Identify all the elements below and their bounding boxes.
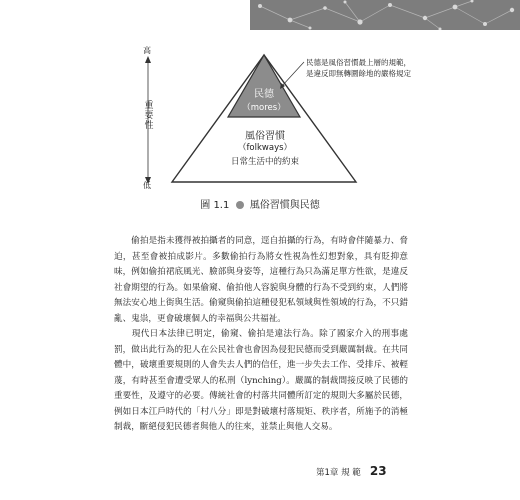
mores-title: 民德 — [254, 89, 274, 100]
callout-line-1: 民德是風俗習慣最上層的規範， — [306, 58, 411, 67]
paragraph-1-text: 偷拍是指未獲得被拍攝者的同意，逕自拍攝的行為，有時會伴隨暴力、脅迫，甚至會被拍成影片。多數偷拍行為將女性視為性幻想對象，具有貶抑意味，例如偷拍裙底風光、臉部與身姿等，這種行為只為滿足單方性欲，是違反社會期望的行為。如果偷窺、偷拍他人容貌與身體的行為不受到約束，人們將無法安心地上街與生活。偷窺與偷拍這種侵犯私領域與性領域的行為，不只錯亂、鬼祟，更會破壞個人的幸福與公共福祉。 — [114, 236, 408, 324]
paragraph-1 — [114, 234, 408, 327]
folkways-subtitle: （folkways） — [237, 143, 293, 153]
figure-caption-text: 風俗習慣與民德 — [249, 200, 320, 211]
folkways-description: 日常生活中的約束 — [230, 157, 299, 167]
callout-pointer-line — [282, 62, 304, 86]
body-text — [114, 234, 408, 436]
figure-caption — [0, 196, 520, 211]
folkways-title: 風俗習慣 — [245, 131, 285, 142]
footer-chapter: 第1章 規 範 — [316, 468, 361, 478]
callout-line-2: 是違反即無轉圜餘地的嚴格規定 — [306, 69, 411, 78]
paragraph-2-text: 現代日本法律已明定，偷窺、偷拍是違法行為。除了國家介入的刑事處罰，做出此行為的犯人在公民社會也會因為侵犯民德而受到嚴厲制裁。在共同體中，破壞重要規則的人會失去人們的信任，進一步失去工作、受排斥、被輕蔑，有時甚至會遭受眾人的私刑（lynching）。嚴厲的制裁間接反映了民德的重要性，及遵守的必要。傳統社會的村落共同體所訂定的規則大多屬於民德，例如日本江戶時代的「村八分」即是對破壞村落規矩、秩序者，所施予的消極制裁，斷絕侵犯民德者與他人的往來，並禁止與他人交易。 — [114, 329, 408, 432]
mores-callout — [306, 57, 411, 79]
axis-importance-label: 重要性 — [144, 101, 154, 131]
paragraph-2 — [114, 327, 408, 436]
page-number: 23 — [369, 464, 387, 478]
filled-circle-icon — [236, 201, 244, 209]
mores-subtitle: （mores） — [242, 103, 286, 113]
figure-number: 圖 1.1 — [200, 200, 230, 211]
axis-low-label: 低 — [143, 181, 151, 190]
axis-high-label: 高 — [143, 46, 151, 55]
page-footer — [316, 460, 387, 479]
axis-arrow-top-icon — [145, 56, 151, 63]
